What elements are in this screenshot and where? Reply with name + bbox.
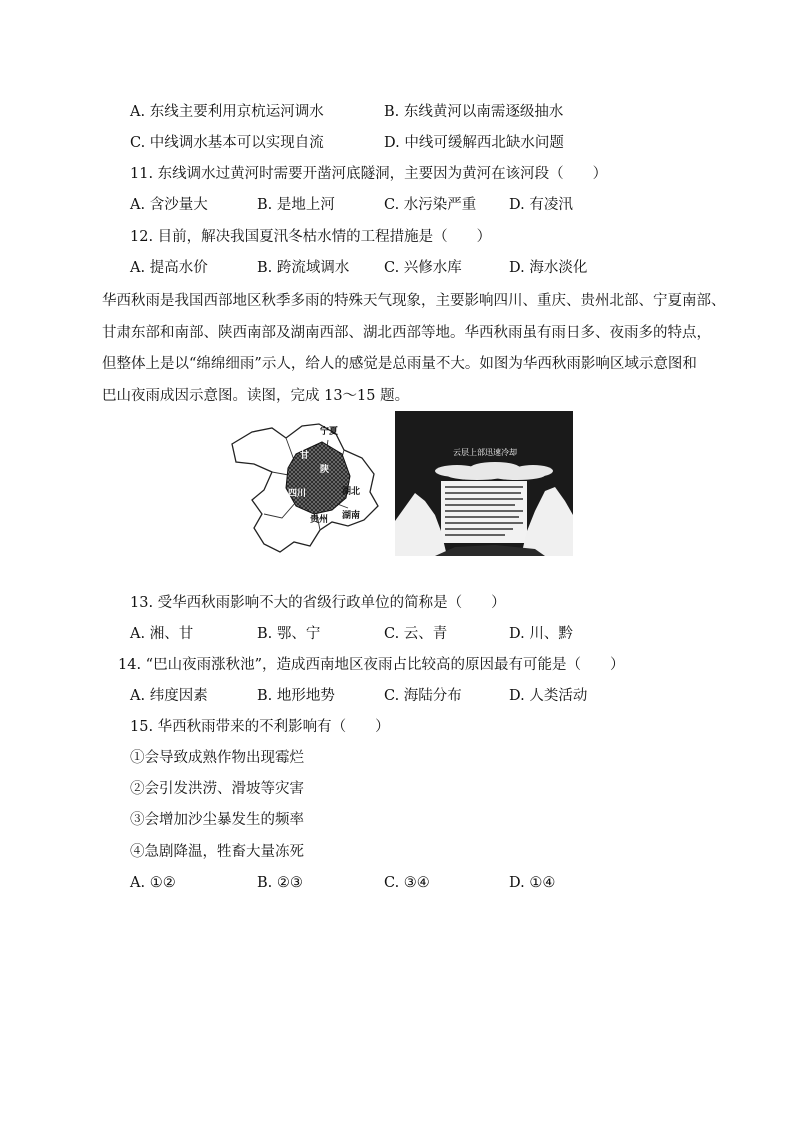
q12-option-c: C. 兴修水库 <box>384 260 462 276</box>
q11-option-b: B. 是地上河 <box>257 197 335 213</box>
huaxi-rain-map <box>224 414 382 556</box>
q14-option-b: B. 地形地势 <box>257 688 335 704</box>
q10-option-a: A. 东线主要利用京杭运河调水 <box>130 104 324 120</box>
q14-option-c: C. 海陆分布 <box>384 688 462 704</box>
map-label-hubei: 湖北 <box>342 487 361 497</box>
q13-option-a: A. 湘、甘 <box>130 626 194 642</box>
q14-stem: 14. “巴山夜雨涨秋池”，造成西南地区夜雨占比较高的原因最有可能是（ ） <box>118 657 625 673</box>
passage-line: 华西秋雨是我国西部地区秋季多雨的特殊天气现象，主要影响四川、重庆、贵州北部、宁夏南部、 <box>102 293 726 309</box>
q11-option-a: A. 含沙量大 <box>130 197 208 213</box>
q12-option-d: D. 海水淡化 <box>509 260 588 276</box>
q12-stem: 12. 目前，解决我国夏汛冬枯水情的工程措施是（ ） <box>130 229 492 245</box>
q11-stem: 11. 东线调水过黄河时需要开凿河底隧洞，主要因为黄河在该河段（ ） <box>130 166 608 182</box>
map-label-sichuan: 四川 <box>288 489 307 499</box>
q15-option-a: A. ①② <box>130 875 176 891</box>
rain-figure-caption: 云层上部迅速冷却 <box>453 448 517 457</box>
q13-stem: 13. 受华西秋雨影响不大的省级行政单位的简称是（ ） <box>130 595 506 611</box>
q15-stem: 15. 华西秋雨带来的不利影响有（ ） <box>130 719 390 735</box>
q10-option-b: B. 东线黄河以南需逐级抽水 <box>384 104 564 120</box>
map-label-shaan: 陕 <box>320 465 330 475</box>
q15-item-1: ①会导致成熟作物出现霉烂 <box>130 750 304 766</box>
explanation-panel <box>441 481 527 543</box>
map-label-hunan: 湖南 <box>342 511 361 521</box>
q10-option-c: C. 中线调水基本可以实现自流 <box>130 135 324 151</box>
q12-option-b: B. 跨流域调水 <box>257 260 350 276</box>
q14-option-a: A. 纬度因素 <box>130 688 208 704</box>
q11-option-c: C. 水污染严重 <box>384 197 477 213</box>
q15-item-2: ②会引发洪涝、滑坡等灾害 <box>130 781 304 797</box>
passage-line: 甘肃东部和南部、陕西南部及湖南西部、湖北西部等地。华西秋雨虽有雨日多、夜雨多的特点， <box>102 324 711 341</box>
map-label-guizhou: 贵州 <box>310 515 329 525</box>
map-label-ningxia: 宁夏 <box>320 427 339 437</box>
passage-line: 但整体上是以“绵绵细雨”示人，给人的感觉是总雨量不大。如图为华西秋雨影响区域示意图和 <box>102 356 697 372</box>
passage <box>102 286 726 412</box>
q15-option-d: D. ①④ <box>509 875 556 891</box>
q13-option-d: D. 川、黔 <box>509 626 573 642</box>
bashan-night-rain-diagram <box>395 411 573 556</box>
map-label-gan: 甘 <box>300 451 310 461</box>
q12-option-a: A. 提高水价 <box>130 260 208 276</box>
q13-option-b: B. 鄂、宁 <box>257 626 321 642</box>
q15-option-b: B. ②③ <box>257 875 303 891</box>
q15-item-3: ③会增加沙尘暴发生的频率 <box>130 812 304 828</box>
q11-option-d: D. 有凌汛 <box>509 197 573 213</box>
q10-option-d: D. 中线可缓解西北缺水问题 <box>384 135 564 151</box>
passage-line: 巴山夜雨成因示意图。读图，完成 13～15 题。 <box>102 387 410 404</box>
q13-option-c: C. 云、青 <box>384 626 448 642</box>
q15-item-4: ④急剧降温，牲畜大量冻死 <box>130 844 304 860</box>
q15-option-c: C. ③④ <box>384 875 430 891</box>
q14-option-d: D. 人类活动 <box>509 688 588 704</box>
